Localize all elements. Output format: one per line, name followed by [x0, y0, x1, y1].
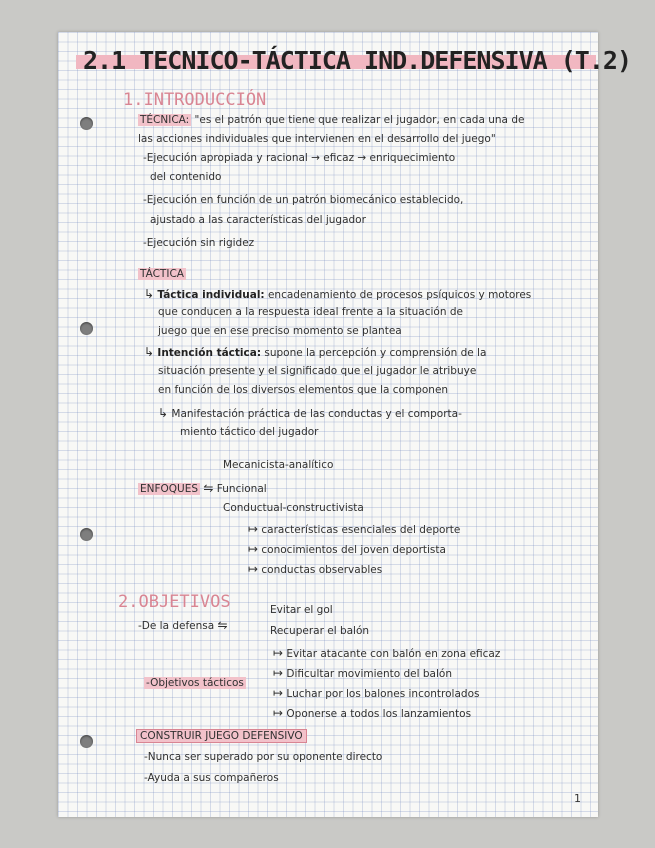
manifestacion-text-2: miento táctico del jugador: [180, 426, 319, 438]
branch-arrow-icon: ⇋: [203, 481, 214, 495]
tecnica-bullet-1b: del contenido: [150, 171, 222, 183]
enfoque-sub-3-text: conductas observables: [261, 564, 383, 576]
tecnica-bullet-2a: -Ejecución en función de un patrón biomecánico establecido,: [143, 194, 464, 206]
page-number: 1: [574, 792, 581, 805]
tactico-item-2-text: Dificultar movimiento del balón: [286, 668, 452, 680]
binder-hole: [80, 322, 93, 335]
manifestacion-text-1: Manifestación práctica de las conductas y el comporta-: [171, 408, 462, 420]
tecnica-bullet-1a: -Ejecución apropiada y racional → eficaz → enriquecimiento: [143, 152, 456, 164]
construir-label: CONSTRUIR JUEGO DEFENSIVO: [136, 729, 307, 743]
page-title: 2.1 TECNICO-TÁCTICA IND.DEFENSIVA (T.2): [83, 46, 631, 75]
construir-item-1: -Nunca ser superado por su oponente directo: [144, 751, 383, 763]
construir-item-2: -Ayuda a sus compañeros: [144, 772, 279, 784]
intencion-text-2: situación presente y el significado que el jugador le atribuye: [158, 365, 477, 377]
intencion-line-1: [144, 345, 486, 359]
enfoque-2: Funcional: [216, 483, 267, 495]
enfoque-sub-2-text: conocimientos del joven deportista: [261, 544, 446, 556]
tactico-item-1: [273, 646, 500, 660]
binder-hole: [80, 528, 93, 541]
tecnica-definition-2: las acciones individuales que intervienen en el desarrollo del juego": [138, 133, 496, 145]
branch-arrow-icon: ⇋: [217, 618, 228, 632]
defensa-item-2: Recuperar el balón: [270, 625, 370, 637]
enfoque-sub-1: [248, 522, 460, 536]
tactica-individual-text-1: encadenamiento de procesos psíquicos y motores: [267, 289, 532, 301]
tecnica-definition-1: "es el patrón que tiene que realizar el jugador, en cada una de: [194, 114, 525, 126]
enfoque-1: Mecanicista-analítico: [223, 459, 334, 471]
tactica-individual-text-3: juego que en ese preciso momento se plantea: [158, 325, 402, 337]
binder-hole: [80, 117, 93, 130]
arrow-icon: ↦: [248, 542, 259, 556]
manifestacion-line-1: [158, 406, 462, 420]
tacticos-label-line: [144, 677, 246, 689]
arrow-icon: ↦: [273, 646, 284, 660]
tactica-individual-label: Táctica individual:: [157, 289, 265, 301]
tecnica-bullet-2b: ajustado a las características del jugador: [150, 214, 366, 226]
intencion-text-3: en función de los diversos elementos que la componen: [158, 384, 449, 396]
tecnica-line-1: [138, 114, 524, 126]
arrow-icon: ↦: [248, 562, 259, 576]
arrow-icon: ↦: [273, 666, 284, 680]
intencion-text-1: supone la percepción y comprensión de la: [264, 347, 487, 359]
section-heading-objetivos: 2.OBJETIVOS: [118, 592, 231, 612]
intencion-label: Intención táctica:: [157, 347, 262, 359]
arrow-icon: ↦: [273, 706, 284, 720]
notebook-page: [58, 32, 631, 817]
tactico-item-4-text: Oponerse a todos los lanzamientos: [286, 708, 472, 720]
section-heading-introduccion: 1.INTRODUCCIÓN: [123, 90, 267, 110]
arrow-icon: ↦: [273, 686, 284, 700]
enfoques-line: [138, 481, 267, 495]
tactico-item-2: [273, 666, 452, 680]
defensa-item-1: Evitar el gol: [270, 604, 333, 616]
enfoque-sub-2: [248, 542, 446, 556]
tactica-individual-text-2: que conducen a la respuesta ideal frente a la situación de: [158, 306, 463, 318]
tactico-item-4: [273, 706, 471, 720]
tecnica-bullet-3: -Ejecución sin rigidez: [143, 237, 255, 249]
tactica-individual-line-1: [144, 287, 531, 301]
tactica-label-line: [138, 268, 186, 280]
construir-label-line: [136, 730, 307, 742]
tacticos-label: -Objetivos tácticos: [146, 677, 244, 689]
enfoque-sub-1-text: características esenciales del deporte: [261, 524, 461, 536]
defensa-label: -De la defensa: [138, 620, 215, 632]
arrow-icon: ↳: [144, 345, 155, 359]
arrow-icon: ↦: [248, 522, 259, 536]
binder-hole: [80, 735, 93, 748]
tactico-item-3: [273, 686, 479, 700]
tactica-label: TÁCTICA: [140, 268, 184, 280]
tecnica-label: TÉCNICA:: [140, 114, 190, 126]
defensa-line: [138, 618, 228, 632]
tactico-item-1-text: Evitar atacante con balón en zona eficaz: [286, 648, 501, 660]
enfoque-sub-3: [248, 562, 382, 576]
tactico-item-3-text: Luchar por los balones incontrolados: [286, 688, 480, 700]
enfoques-label: ENFOQUES: [140, 483, 199, 495]
corner-arrow-icon: ↳: [158, 406, 169, 420]
arrow-icon: ↳: [144, 287, 155, 301]
enfoque-3: Conductual-constructivista: [223, 502, 364, 514]
